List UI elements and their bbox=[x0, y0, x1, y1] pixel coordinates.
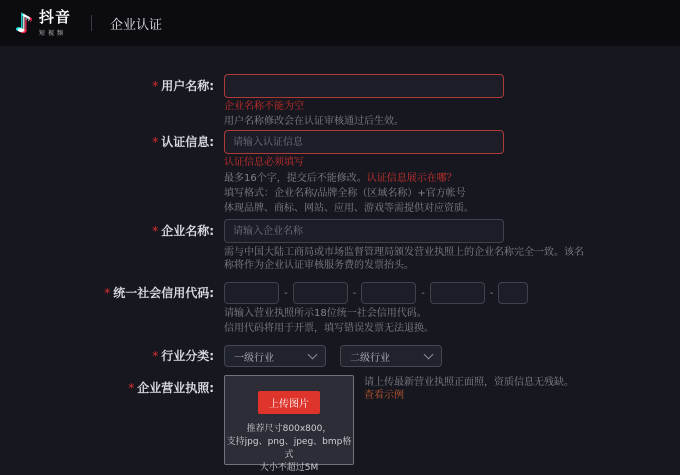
cert-info-input[interactable] bbox=[224, 130, 504, 154]
company-name-hint: 需与中国大陆工商局或市场监督管理局颁发营业执照上的企业名称完全一致。该名称将作为企业认证审核服务费的发票抬头。 bbox=[224, 247, 584, 271]
primary-industry-value: 一级行业 bbox=[234, 352, 274, 364]
view-example-link[interactable]: 查看示例 bbox=[364, 390, 404, 401]
cert-info-label: * 认证信息: bbox=[152, 135, 214, 149]
chevron-down-icon bbox=[308, 350, 318, 360]
header-divider bbox=[91, 15, 92, 31]
secondary-industry-value: 二级行业 bbox=[350, 352, 390, 364]
douyin-logo-icon[interactable]: ♪ bbox=[16, 8, 32, 38]
cert-info-hint3: 体现品牌、商标、网站、应用、游戏等需提供对应资质。 bbox=[224, 203, 474, 214]
credit-code-label: * 统一社会信用代码: bbox=[104, 286, 214, 300]
brand-subtitle: 短视频 bbox=[38, 29, 66, 37]
form-row-license bbox=[0, 375, 680, 473]
required-asterisk: * bbox=[128, 381, 135, 395]
username-input[interactable] bbox=[224, 74, 504, 98]
required-asterisk: * bbox=[104, 286, 111, 300]
chevron-down-icon bbox=[424, 350, 434, 360]
license-side-note: 请上传最新营业执照正面照，资质信息无残缺。查看示例 bbox=[364, 377, 574, 401]
credit-code-hint1: 请输入营业执照所示18位统一社会信用代码。 bbox=[224, 308, 427, 319]
cert-info-where-link[interactable]: 认证信息展示在哪？ bbox=[366, 173, 457, 184]
required-asterisk: * bbox=[152, 79, 159, 93]
credit-code-segment-2[interactable] bbox=[293, 282, 348, 304]
upload-format-hint: 支持jpg、png、jpeg、bmp格式 bbox=[226, 437, 352, 460]
form-row-industry bbox=[0, 345, 680, 367]
cert-info-hint2: 填写格式：企业名称/品牌全称（区域名称）+官方帐号 bbox=[224, 188, 466, 199]
credit-code-segment-5[interactable] bbox=[498, 282, 528, 304]
username-hint: 用户名称修改会在认证审核通过后生效。 bbox=[224, 116, 404, 127]
cert-info-hint1: 最多16个字，提交后不能修改。认证信息展示在哪？ bbox=[224, 173, 457, 184]
license-label: * 企业营业执照: bbox=[128, 381, 214, 395]
credit-code-inputs bbox=[224, 282, 528, 304]
code-separator: - bbox=[352, 287, 357, 299]
brand-block[interactable] bbox=[38, 7, 71, 37]
credit-code-hint2: 信用代码将用于开票，填写错误发票无法退换。 bbox=[224, 323, 434, 334]
company-name-input[interactable] bbox=[224, 219, 504, 243]
top-header bbox=[0, 0, 680, 46]
credit-code-segment-3[interactable] bbox=[361, 282, 416, 304]
required-asterisk: * bbox=[152, 224, 159, 238]
industry-label: * 行业分类: bbox=[152, 349, 214, 363]
required-asterisk: * bbox=[152, 349, 159, 363]
brand-name: 抖音 bbox=[38, 7, 71, 26]
upload-filesize-hint: 大小不超过5M bbox=[259, 463, 319, 473]
page-title: 企业认证 bbox=[109, 17, 162, 33]
code-separator: - bbox=[489, 287, 494, 299]
cert-info-error: 认证信息必须填写 bbox=[224, 157, 304, 168]
username-error: 企业名称不能为空 bbox=[224, 101, 304, 112]
form-row-cert-info bbox=[0, 130, 680, 215]
code-separator: - bbox=[421, 287, 425, 299]
form-row-username bbox=[0, 74, 680, 128]
required-asterisk: * bbox=[152, 135, 159, 149]
username-label: * 用户名称: bbox=[152, 79, 214, 93]
credit-code-segment-1[interactable] bbox=[224, 282, 279, 304]
secondary-industry-select[interactable] bbox=[340, 345, 442, 367]
enterprise-cert-form bbox=[0, 46, 680, 473]
credit-code-segment-4[interactable] bbox=[430, 282, 485, 304]
upload-size-hint: 推荐尺寸800x800， bbox=[246, 424, 332, 434]
primary-industry-select[interactable] bbox=[224, 345, 326, 367]
upload-image-button[interactable]: 上传图片 bbox=[258, 391, 320, 414]
license-upload-dropzone[interactable] bbox=[224, 375, 354, 473]
form-row-credit-code bbox=[0, 282, 680, 335]
code-separator: - bbox=[284, 287, 288, 299]
form-row-company-name bbox=[0, 219, 680, 272]
upload-requirements bbox=[225, 423, 353, 475]
company-name-label: * 企业名称: bbox=[152, 224, 214, 238]
